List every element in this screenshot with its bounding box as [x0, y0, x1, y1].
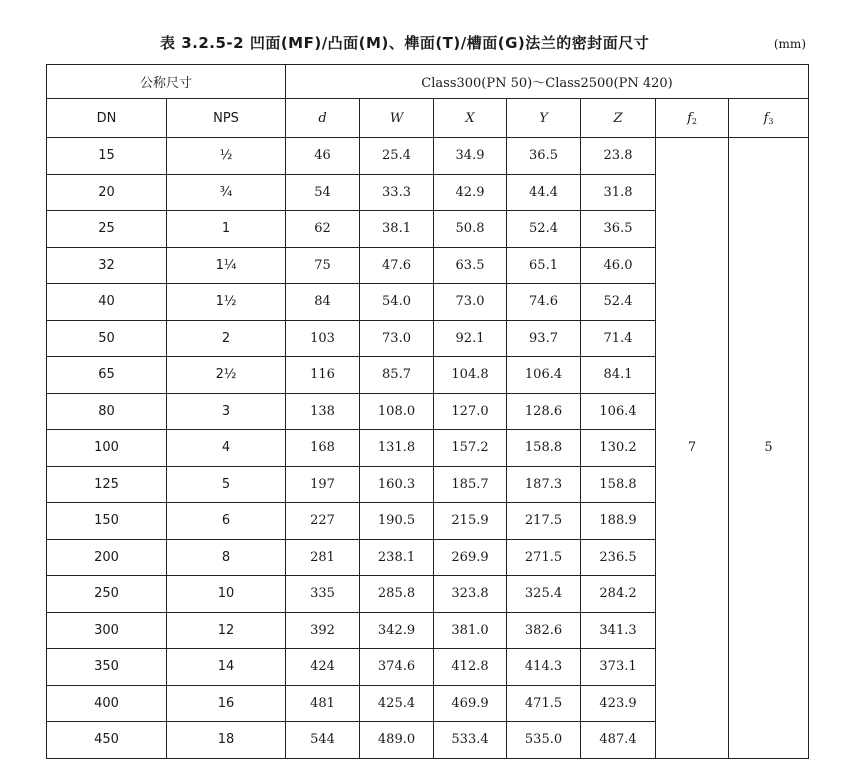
cell-d: 392: [286, 612, 360, 649]
cell-nps: 1: [167, 211, 286, 248]
cell-z: 71.4: [581, 320, 656, 357]
cell-d: 481: [286, 685, 360, 722]
cell-y: 471.5: [507, 685, 581, 722]
cell-d: 62: [286, 211, 360, 248]
cell-nps: 10: [167, 576, 286, 613]
cell-dn: 32: [47, 247, 167, 284]
cell-y: 271.5: [507, 539, 581, 576]
cell-dn: 80: [47, 393, 167, 430]
cell-nps: 8: [167, 539, 286, 576]
cell-dn: 20: [47, 174, 167, 211]
cell-z: 106.4: [581, 393, 656, 430]
cell-z: 52.4: [581, 284, 656, 321]
table-title: 表 3.2.5-2 凹面(MF)/凸面(M)、榫面(T)/槽面(G)法兰的密封面尺寸: [160, 34, 650, 52]
cell-x: 50.8: [434, 211, 507, 248]
cell-w: 131.8: [360, 430, 434, 467]
header-dn: DN: [47, 99, 167, 138]
cell-z: 23.8: [581, 138, 656, 175]
cell-w: 190.5: [360, 503, 434, 540]
cell-z: 158.8: [581, 466, 656, 503]
cell-x: 73.0: [434, 284, 507, 321]
cell-nps: ½: [167, 138, 286, 175]
cell-y: 65.1: [507, 247, 581, 284]
cell-x: 127.0: [434, 393, 507, 430]
cell-x: 157.2: [434, 430, 507, 467]
header-nominal-size: 公称尺寸: [47, 65, 286, 99]
cell-x: 185.7: [434, 466, 507, 503]
cell-y: 158.8: [507, 430, 581, 467]
cell-z: 84.1: [581, 357, 656, 394]
cell-x: 323.8: [434, 576, 507, 613]
cell-nps: ¾: [167, 174, 286, 211]
cell-d: 227: [286, 503, 360, 540]
cell-dn: 25: [47, 211, 167, 248]
cell-y: 106.4: [507, 357, 581, 394]
cell-d: 281: [286, 539, 360, 576]
cell-y: 128.6: [507, 393, 581, 430]
f2-value: 7: [656, 138, 729, 759]
cell-w: 54.0: [360, 284, 434, 321]
cell-z: 284.2: [581, 576, 656, 613]
cell-d: 84: [286, 284, 360, 321]
cell-d: 335: [286, 576, 360, 613]
header-f3-sub: 3: [768, 116, 774, 126]
cell-dn: 250: [47, 576, 167, 613]
cell-y: 217.5: [507, 503, 581, 540]
cell-d: 54: [286, 174, 360, 211]
cell-nps: 1¼: [167, 247, 286, 284]
cell-x: 269.9: [434, 539, 507, 576]
cell-w: 285.8: [360, 576, 434, 613]
cell-x: 92.1: [434, 320, 507, 357]
cell-nps: 14: [167, 649, 286, 686]
table-caption: [0, 30, 850, 54]
cell-y: 187.3: [507, 466, 581, 503]
header-nps: NPS: [167, 99, 286, 138]
header-f3-base: f: [763, 110, 769, 126]
cell-z: 36.5: [581, 211, 656, 248]
cell-x: 34.9: [434, 138, 507, 175]
cell-dn: 125: [47, 466, 167, 503]
cell-x: 533.4: [434, 722, 507, 759]
unit-label: (mm): [773, 37, 806, 51]
cell-dn: 40: [47, 284, 167, 321]
cell-w: 73.0: [360, 320, 434, 357]
cell-w: 489.0: [360, 722, 434, 759]
cell-w: 160.3: [360, 466, 434, 503]
header-f2-base: f: [687, 110, 692, 126]
header-f3: [729, 99, 809, 138]
cell-x: 215.9: [434, 503, 507, 540]
cell-d: 544: [286, 722, 360, 759]
table-row: [47, 138, 809, 175]
cell-dn: 300: [47, 612, 167, 649]
cell-y: 382.6: [507, 612, 581, 649]
cell-y: 36.5: [507, 138, 581, 175]
cell-w: 38.1: [360, 211, 434, 248]
cell-y: 325.4: [507, 576, 581, 613]
cell-nps: 2: [167, 320, 286, 357]
header-row-2: [47, 99, 809, 138]
cell-d: 138: [286, 393, 360, 430]
cell-d: 424: [286, 649, 360, 686]
cell-w: 47.6: [360, 247, 434, 284]
cell-z: 487.4: [581, 722, 656, 759]
cell-x: 381.0: [434, 612, 507, 649]
cell-nps: 18: [167, 722, 286, 759]
cell-nps: 16: [167, 685, 286, 722]
header-class-range: Class300(PN 50)～Class2500(PN 420): [286, 65, 809, 99]
cell-dn: 150: [47, 503, 167, 540]
cell-d: 116: [286, 357, 360, 394]
cell-z: 423.9: [581, 685, 656, 722]
cell-w: 374.6: [360, 649, 434, 686]
cell-y: 52.4: [507, 211, 581, 248]
cell-w: 85.7: [360, 357, 434, 394]
cell-nps: 1½: [167, 284, 286, 321]
cell-dn: 15: [47, 138, 167, 175]
cell-y: 74.6: [507, 284, 581, 321]
cell-z: 188.9: [581, 503, 656, 540]
cell-dn: 400: [47, 685, 167, 722]
cell-d: 46: [286, 138, 360, 175]
cell-nps: 3: [167, 393, 286, 430]
header-y: Y: [507, 99, 581, 138]
cell-x: 63.5: [434, 247, 507, 284]
cell-dn: 100: [47, 430, 167, 467]
cell-dn: 350: [47, 649, 167, 686]
cell-dn: 200: [47, 539, 167, 576]
cell-z: 236.5: [581, 539, 656, 576]
cell-x: 469.9: [434, 685, 507, 722]
header-z: Z: [581, 99, 656, 138]
f3-value: 5: [729, 138, 809, 759]
header-d: d: [286, 99, 360, 138]
cell-x: 42.9: [434, 174, 507, 211]
cell-d: 168: [286, 430, 360, 467]
header-f2: [656, 99, 729, 138]
flange-dimension-table: [46, 64, 809, 759]
cell-z: 31.8: [581, 174, 656, 211]
cell-d: 103: [286, 320, 360, 357]
cell-y: 93.7: [507, 320, 581, 357]
cell-dn: 450: [47, 722, 167, 759]
header-x: X: [434, 99, 507, 138]
cell-y: 535.0: [507, 722, 581, 759]
cell-w: 342.9: [360, 612, 434, 649]
cell-y: 414.3: [507, 649, 581, 686]
cell-w: 108.0: [360, 393, 434, 430]
cell-nps: 4: [167, 430, 286, 467]
cell-z: 46.0: [581, 247, 656, 284]
cell-z: 130.2: [581, 430, 656, 467]
cell-nps: 12: [167, 612, 286, 649]
cell-nps: 2½: [167, 357, 286, 394]
header-w: W: [360, 99, 434, 138]
cell-d: 75: [286, 247, 360, 284]
cell-w: 25.4: [360, 138, 434, 175]
cell-nps: 6: [167, 503, 286, 540]
cell-nps: 5: [167, 466, 286, 503]
cell-z: 373.1: [581, 649, 656, 686]
header-row-1: [47, 65, 809, 99]
cell-dn: 65: [47, 357, 167, 394]
cell-z: 341.3: [581, 612, 656, 649]
cell-w: 33.3: [360, 174, 434, 211]
cell-x: 412.8: [434, 649, 507, 686]
header-f2-sub: 2: [691, 116, 697, 126]
cell-d: 197: [286, 466, 360, 503]
cell-dn: 50: [47, 320, 167, 357]
cell-x: 104.8: [434, 357, 507, 394]
cell-w: 238.1: [360, 539, 434, 576]
cell-y: 44.4: [507, 174, 581, 211]
cell-w: 425.4: [360, 685, 434, 722]
